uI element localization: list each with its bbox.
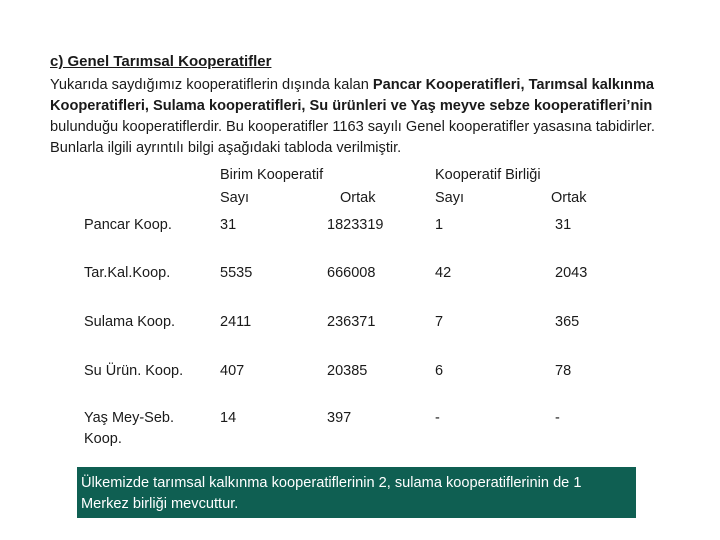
row-birlik-sayi: 1 xyxy=(435,217,444,233)
row-birim-sayi: 407 xyxy=(220,363,245,379)
section-heading: c) Genel Tarımsal Kooperatifler xyxy=(50,53,272,70)
row-birim-ortak: 1823319 xyxy=(327,217,384,233)
row-birlik-ortak: 2043 xyxy=(555,265,588,281)
row-birim-sayi: 2411 xyxy=(220,314,252,330)
row-birim-ortak: 397 xyxy=(327,410,352,426)
row-name: Pancar Koop. xyxy=(84,217,172,233)
row-birim-sayi: 31 xyxy=(220,217,237,233)
row-name: Tar.Kal.Koop. xyxy=(84,265,171,281)
row-birlik-ortak: - xyxy=(555,410,560,426)
paragraph-text-2: bulunduğu kooperatiflerdir. Bu kooperatifler 1163 sayılı Genel kooperatifler yasasına tabidirler. Bunlarla ilgili ayrıntılı bilgi aşağıdaki tabloda verilmiştir. xyxy=(50,119,655,156)
row-birlik-sayi: 6 xyxy=(435,363,444,379)
row-birlik-sayi: - xyxy=(435,410,440,426)
paragraph-bold-text: Pancar Kooperatifleri, Tarımsal kalkınma Kooperatifleri, Sulama kooperatifleri, Su ürünleri ve Yaş meyve sebze kooperatifleri’nin xyxy=(50,77,655,114)
header-kooperatif-birligi: Kooperatif Birliği xyxy=(435,167,541,183)
row-birim-ortak: 236371 xyxy=(327,314,376,330)
row-name: Sulama Koop. xyxy=(84,314,176,330)
header-birim-sayi: Sayı xyxy=(220,190,250,206)
row-name: Yaş Mey-Seb. Koop. xyxy=(84,410,174,447)
paragraph-text-1: Yukarıda saydığımız kooperatiflerin dışında kalan xyxy=(50,77,373,93)
row-name: Su Ürün. Koop. xyxy=(84,363,184,379)
row-birlik-ortak: 365 xyxy=(555,314,580,330)
header-birlik-sayi: Sayı xyxy=(435,190,465,206)
row-birlik-sayi: 7 xyxy=(435,314,444,330)
intro-paragraph xyxy=(50,75,680,159)
row-birim-ortak: 666008 xyxy=(327,265,376,281)
row-birim-sayi: 5535 xyxy=(220,265,253,281)
row-birlik-ortak: 78 xyxy=(555,363,572,379)
row-birim-sayi: 14 xyxy=(220,410,237,426)
row-birim-ortak: 20385 xyxy=(327,363,368,379)
row-birlik-ortak: 31 xyxy=(555,217,572,233)
row-birlik-sayi: 42 xyxy=(435,265,452,281)
header-birlik-ortak: Ortak xyxy=(551,190,587,206)
header-birim-kooperatif: Birim Kooperatif xyxy=(220,167,324,183)
header-birim-ortak: Ortak xyxy=(340,190,376,206)
note-box: Ülkemizde tarımsal kalkınma kooperatiflerinin 2, sulama kooperatiflerinin de 1 Merkez birliği mevcuttur. xyxy=(77,467,636,518)
